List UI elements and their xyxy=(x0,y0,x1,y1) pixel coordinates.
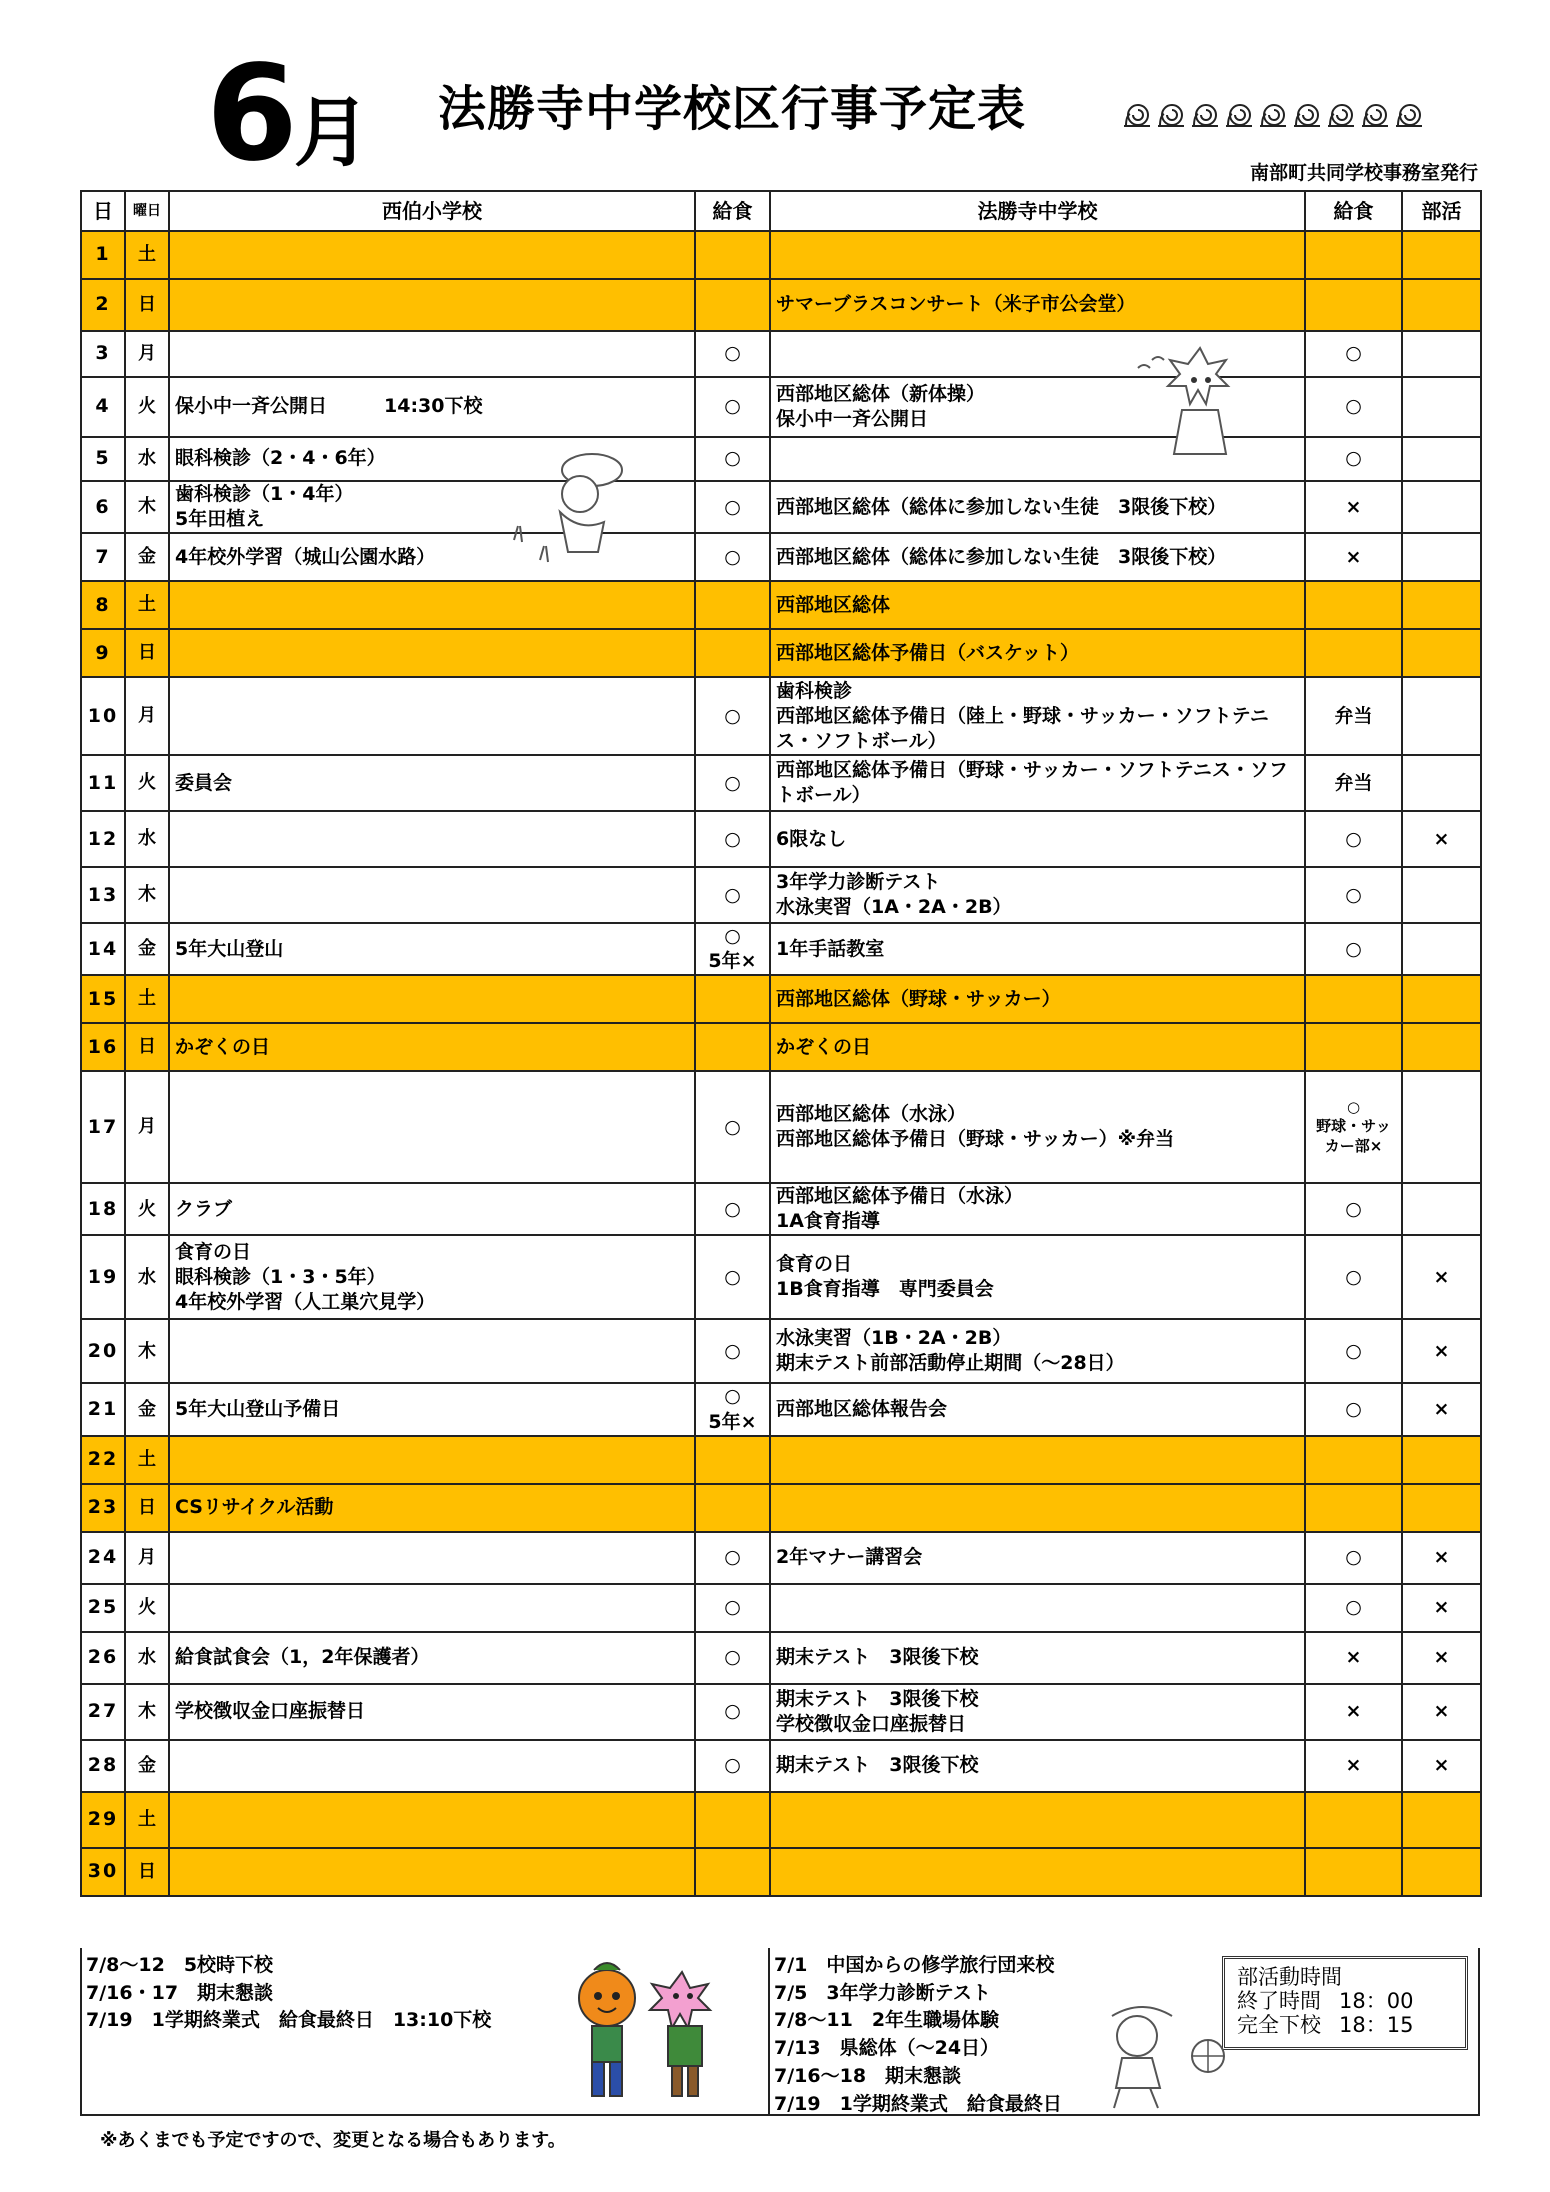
elementary-lunch-cell: ○ xyxy=(695,1532,770,1584)
weekday-cell: 木 xyxy=(125,1319,169,1383)
day-cell: 9 xyxy=(81,629,125,677)
junior-high-lunch-cell: ○ xyxy=(1305,1383,1402,1435)
junior-high-event-cell: かぞくの日 xyxy=(770,1023,1305,1071)
elementary-event-cell xyxy=(169,811,695,867)
elementary-lunch-cell: ○ xyxy=(695,1235,770,1319)
junior-high-event-cell: サマーブラスコンサート（米子市公会堂） xyxy=(770,279,1305,331)
weekday-cell: 木 xyxy=(125,1684,169,1740)
table-row xyxy=(81,923,1481,975)
table-header-row xyxy=(81,191,1481,231)
day-cell: 18 xyxy=(81,1183,125,1235)
elementary-lunch-cell xyxy=(695,231,770,279)
elementary-event-cell: 食育の日 眼科検診（1・3・5年） 4年校外学習（人工巣穴見学） xyxy=(169,1235,695,1319)
club-cell xyxy=(1402,331,1481,377)
elementary-lunch-cell: ○ xyxy=(695,755,770,811)
elementary-lunch-cell: ○ xyxy=(695,1632,770,1684)
junior-high-event-cell: 食育の日 1B食育指導 専門委員会 xyxy=(770,1235,1305,1319)
rice-planting-child-illustration xyxy=(500,442,650,577)
day-cell: 28 xyxy=(81,1740,125,1792)
elementary-lunch-cell: ○ xyxy=(695,377,770,437)
leave-time-value: 18：15 xyxy=(1339,2013,1414,2038)
table-row xyxy=(81,1792,1481,1848)
weekday-cell: 金 xyxy=(125,533,169,581)
note-item: 7/16・17 期末懇談 xyxy=(86,1981,274,2004)
club-cell xyxy=(1402,1792,1481,1848)
junior-high-lunch-cell xyxy=(1305,231,1402,279)
elementary-event-cell: 眼科検診（2・4・6年） xyxy=(169,437,695,481)
day-cell: 25 xyxy=(81,1584,125,1632)
junior-high-event-cell: 西部地区総体予備日（水泳） 1A食育指導 xyxy=(770,1183,1305,1235)
schedule-table xyxy=(80,190,1482,1897)
table-row xyxy=(81,581,1481,629)
junior-high-lunch-cell: ○ xyxy=(1305,1319,1402,1383)
club-cell xyxy=(1402,533,1481,581)
elementary-event-cell xyxy=(169,331,695,377)
weekday-cell: 金 xyxy=(125,923,169,975)
club-cell: × xyxy=(1402,1740,1481,1792)
day-cell: 27 xyxy=(81,1684,125,1740)
table-row xyxy=(81,1023,1481,1071)
col-club: 部活 xyxy=(1402,191,1481,231)
day-cell: 7 xyxy=(81,533,125,581)
flower-mascot-trumpet-illustration xyxy=(1130,340,1270,470)
elementary-event-cell: 歯科検診（1・4年） 5年田植え xyxy=(169,481,695,533)
club-cell: × xyxy=(1402,1584,1481,1632)
junior-high-event-cell xyxy=(770,1792,1305,1848)
junior-high-event-cell: 期末テスト 3限後下校 xyxy=(770,1740,1305,1792)
elementary-lunch-cell: ○ xyxy=(695,1319,770,1383)
note-item: 7/5 3年学力診断テスト xyxy=(774,1981,991,2004)
weekday-cell: 月 xyxy=(125,677,169,755)
elementary-event-cell xyxy=(169,1848,695,1896)
weekday-cell: 水 xyxy=(125,1632,169,1684)
elementary-event-cell xyxy=(169,629,695,677)
club-cell: × xyxy=(1402,1684,1481,1740)
junior-high-event-cell: 西部地区総体予備日（バスケット） xyxy=(770,629,1305,677)
junior-high-lunch-cell: ○ xyxy=(1305,923,1402,975)
junior-high-lunch-cell: ○ 野球・サッ カー部× xyxy=(1305,1071,1402,1183)
col-weekday: 曜日 xyxy=(125,191,169,231)
club-cell xyxy=(1402,581,1481,629)
club-cell xyxy=(1402,279,1481,331)
table-row xyxy=(81,1684,1481,1740)
snail-icon xyxy=(1292,100,1322,130)
note-item: 7/1 中国からの修学旅行団来校 xyxy=(774,1954,1055,1976)
elementary-event-cell xyxy=(169,231,695,279)
weekday-cell: 日 xyxy=(125,1484,169,1532)
table-row xyxy=(81,437,1481,481)
mascot-characters-illustration xyxy=(562,1956,732,2106)
club-cell xyxy=(1402,377,1481,437)
elementary-event-cell: 委員会 xyxy=(169,755,695,811)
club-cell xyxy=(1402,1848,1481,1896)
month-number: 6 xyxy=(206,37,294,191)
snail-icon xyxy=(1190,100,1220,130)
junior-high-lunch-cell: ○ xyxy=(1305,377,1402,437)
junior-high-lunch-cell: ○ xyxy=(1305,1584,1402,1632)
elementary-event-cell xyxy=(169,975,695,1023)
junior-high-lunch-cell: ○ xyxy=(1305,1183,1402,1235)
junior-high-lunch-cell: ○ xyxy=(1305,1532,1402,1584)
weekday-cell: 金 xyxy=(125,1383,169,1435)
snail-decoration xyxy=(1122,100,1424,130)
snail-icon xyxy=(1122,100,1152,130)
table-row xyxy=(81,811,1481,867)
elementary-lunch-cell: ○ xyxy=(695,811,770,867)
club-hours-box xyxy=(1222,1956,1468,2050)
junior-high-lunch-cell xyxy=(1305,629,1402,677)
table-row xyxy=(81,1532,1481,1584)
note-item: 7/19 1学期終業式 給食最終日 xyxy=(774,2092,1062,2115)
elementary-lunch-cell xyxy=(695,279,770,331)
junior-high-event-cell xyxy=(770,1484,1305,1532)
weekday-cell: 火 xyxy=(125,755,169,811)
elementary-lunch-cell: ○ xyxy=(695,1183,770,1235)
elementary-lunch-cell xyxy=(695,1484,770,1532)
elementary-lunch-cell: ○ xyxy=(695,867,770,923)
elementary-lunch-cell: ○ xyxy=(695,437,770,481)
day-cell: 8 xyxy=(81,581,125,629)
elementary-lunch-cell xyxy=(695,1848,770,1896)
table-row xyxy=(81,867,1481,923)
junior-high-lunch-cell: × xyxy=(1305,1632,1402,1684)
table-row xyxy=(81,975,1481,1023)
day-cell: 4 xyxy=(81,377,125,437)
junior-high-event-cell: 3年学力診断テスト 水泳実習（1A・2A・2B） xyxy=(770,867,1305,923)
weekday-cell: 月 xyxy=(125,1071,169,1183)
weekday-cell: 日 xyxy=(125,279,169,331)
col-elementary-lunch: 給食 xyxy=(695,191,770,231)
table-row xyxy=(81,231,1481,279)
day-cell: 26 xyxy=(81,1632,125,1684)
table-row xyxy=(81,481,1481,533)
junior-high-event-cell xyxy=(770,1584,1305,1632)
day-cell: 12 xyxy=(81,811,125,867)
junior-high-lunch-cell: ○ xyxy=(1305,811,1402,867)
junior-high-notes xyxy=(774,1952,1062,2118)
elementary-lunch-cell: ○ 5年× xyxy=(695,923,770,975)
junior-high-lunch-cell xyxy=(1305,279,1402,331)
day-cell: 22 xyxy=(81,1436,125,1484)
elementary-lunch-cell: ○ xyxy=(695,331,770,377)
weekday-cell: 水 xyxy=(125,437,169,481)
elementary-event-cell: 5年大山登山 xyxy=(169,923,695,975)
club-cell xyxy=(1402,1071,1481,1183)
table-row xyxy=(81,677,1481,755)
elementary-notes xyxy=(86,1952,491,2035)
month-heading xyxy=(206,37,366,191)
day-cell: 30 xyxy=(81,1848,125,1896)
table-row xyxy=(81,533,1481,581)
club-cell xyxy=(1402,231,1481,279)
note-item: 7/19 1学期終業式 給食最終日 13:10下校 xyxy=(86,2009,492,2032)
club-cell: × xyxy=(1402,1532,1481,1584)
elementary-event-cell xyxy=(169,1532,695,1584)
club-cell xyxy=(1402,975,1481,1023)
club-cell xyxy=(1402,923,1481,975)
disclaimer: ※あくまでも予定ですので、変更となる場合もあります。 xyxy=(100,2130,566,2151)
col-junior-high: 法勝寺中学校 xyxy=(770,191,1305,231)
day-cell: 17 xyxy=(81,1071,125,1183)
snail-icon xyxy=(1326,100,1356,130)
weekday-cell: 土 xyxy=(125,1792,169,1848)
junior-high-event-cell: 西部地区総体（総体に参加しない生徒 3限後下校） xyxy=(770,533,1305,581)
weekday-cell: 火 xyxy=(125,1584,169,1632)
weekday-cell: 土 xyxy=(125,975,169,1023)
elementary-event-cell xyxy=(169,1436,695,1484)
junior-high-event-cell: 歯科検診 西部地区総体予備日（陸上・野球・サッカー・ソフトテニス・ソフトボール） xyxy=(770,677,1305,755)
junior-high-lunch-cell xyxy=(1305,1848,1402,1896)
table-row xyxy=(81,629,1481,677)
day-cell: 16 xyxy=(81,1023,125,1071)
club-cell: × xyxy=(1402,1632,1481,1684)
elementary-event-cell xyxy=(169,1319,695,1383)
col-elementary: 西伯小学校 xyxy=(169,191,695,231)
junior-high-event-cell: 2年マナー講習会 xyxy=(770,1532,1305,1584)
elementary-event-cell xyxy=(169,1584,695,1632)
table-row xyxy=(81,1584,1481,1632)
page-title: 法勝寺中学校区行事予定表 xyxy=(438,81,1027,137)
junior-high-event-cell: 6限なし xyxy=(770,811,1305,867)
junior-high-event-cell: 1年手話教室 xyxy=(770,923,1305,975)
elementary-event-cell xyxy=(169,581,695,629)
end-time-label: 終了時間 xyxy=(1237,1989,1321,2014)
col-junior-high-lunch: 給食 xyxy=(1305,191,1402,231)
weekday-cell: 土 xyxy=(125,581,169,629)
club-cell xyxy=(1402,437,1481,481)
club-cell: × xyxy=(1402,1235,1481,1319)
elementary-event-cell xyxy=(169,279,695,331)
day-cell: 19 xyxy=(81,1235,125,1319)
junior-high-event-cell xyxy=(770,1848,1305,1896)
elementary-event-cell xyxy=(169,677,695,755)
junior-high-lunch-cell xyxy=(1305,1484,1402,1532)
elementary-event-cell xyxy=(169,1071,695,1183)
note-item: 7/16～18 期末懇談 xyxy=(774,2064,962,2087)
junior-high-event-cell: 西部地区総体（総体に参加しない生徒 3限後下校） xyxy=(770,481,1305,533)
weekday-cell: 火 xyxy=(125,1183,169,1235)
elementary-lunch-cell: ○ xyxy=(695,1684,770,1740)
elementary-event-cell: 給食試食会（1，2年保護者） xyxy=(169,1632,695,1684)
end-time-value: 18：00 xyxy=(1339,1989,1414,2014)
table-row xyxy=(81,1319,1481,1383)
weekday-cell: 木 xyxy=(125,867,169,923)
day-cell: 29 xyxy=(81,1792,125,1848)
elementary-lunch-cell: ○ 5年× xyxy=(695,1383,770,1435)
snail-icon xyxy=(1258,100,1288,130)
weekday-cell: 水 xyxy=(125,1235,169,1319)
junior-high-event-cell: 西部地区総体報告会 xyxy=(770,1383,1305,1435)
junior-high-lunch-cell xyxy=(1305,1792,1402,1848)
day-cell: 13 xyxy=(81,867,125,923)
junior-high-lunch-cell: × xyxy=(1305,1684,1402,1740)
club-cell xyxy=(1402,755,1481,811)
snail-icon xyxy=(1156,100,1186,130)
elementary-lunch-cell: ○ xyxy=(695,481,770,533)
club-cell xyxy=(1402,481,1481,533)
elementary-event-cell: クラブ xyxy=(169,1183,695,1235)
junior-high-lunch-cell: ○ xyxy=(1305,331,1402,377)
elementary-event-cell: 4年校外学習（城山公園水路） xyxy=(169,533,695,581)
elementary-event-cell xyxy=(169,867,695,923)
month-unit: 月 xyxy=(293,88,366,177)
table-row xyxy=(81,1740,1481,1792)
table-row xyxy=(81,1383,1481,1435)
weekday-cell: 土 xyxy=(125,1436,169,1484)
club-cell: × xyxy=(1402,811,1481,867)
club-cell: × xyxy=(1402,1383,1481,1435)
club-cell xyxy=(1402,867,1481,923)
junior-high-event-cell: 西部地区総体（水泳） 西部地区総体予備日（野球・サッカー）※弁当 xyxy=(770,1071,1305,1183)
table-row xyxy=(81,1235,1481,1319)
weekday-cell: 金 xyxy=(125,1740,169,1792)
day-cell: 5 xyxy=(81,437,125,481)
junior-high-lunch-cell: × xyxy=(1305,533,1402,581)
table-row xyxy=(81,377,1481,437)
day-cell: 15 xyxy=(81,975,125,1023)
junior-high-event-cell: 西部地区総体予備日（野球・サッカー・ソフトテニス・ソフトボール） xyxy=(770,755,1305,811)
weekday-cell: 日 xyxy=(125,1848,169,1896)
table-row xyxy=(81,1436,1481,1484)
basketball-player-illustration xyxy=(1092,1996,1232,2114)
note-item: 7/8～11 2年生職場体験 xyxy=(774,2009,1000,2032)
junior-high-lunch-cell: ○ xyxy=(1305,867,1402,923)
elementary-event-cell: 学校徴収金口座振替日 xyxy=(169,1684,695,1740)
footer-notes xyxy=(80,1948,1480,2116)
day-cell: 21 xyxy=(81,1383,125,1435)
col-day: 日 xyxy=(81,191,125,231)
junior-high-lunch-cell xyxy=(1305,975,1402,1023)
elementary-lunch-cell: ○ xyxy=(695,533,770,581)
leave-time-label: 完全下校 xyxy=(1237,2013,1321,2038)
junior-high-lunch-cell: 弁当 xyxy=(1305,755,1402,811)
club-cell xyxy=(1402,677,1481,755)
junior-high-lunch-cell: × xyxy=(1305,1740,1402,1792)
table-row xyxy=(81,1848,1481,1896)
weekday-cell: 月 xyxy=(125,331,169,377)
junior-high-event-cell xyxy=(770,231,1305,279)
day-cell: 20 xyxy=(81,1319,125,1383)
table-row xyxy=(81,1183,1481,1235)
note-item: 7/13 県総体（～24日） xyxy=(774,2037,1000,2060)
club-cell xyxy=(1402,1183,1481,1235)
elementary-lunch-cell: ○ xyxy=(695,677,770,755)
elementary-lunch-cell xyxy=(695,629,770,677)
junior-high-lunch-cell: ○ xyxy=(1305,437,1402,481)
junior-high-event-cell: 西部地区総体（新体操） 保小中一斉公開日 xyxy=(770,377,1305,437)
elementary-event-cell: かぞくの日 xyxy=(169,1023,695,1071)
elementary-lunch-cell xyxy=(695,975,770,1023)
elementary-event-cell: 5年大山登山予備日 xyxy=(169,1383,695,1435)
club-cell xyxy=(1402,1436,1481,1484)
elementary-event-cell xyxy=(169,1740,695,1792)
day-cell: 23 xyxy=(81,1484,125,1532)
weekday-cell: 日 xyxy=(125,1023,169,1071)
elementary-lunch-cell xyxy=(695,1023,770,1071)
elementary-event-cell: CSリサイクル活動 xyxy=(169,1484,695,1532)
day-cell: 3 xyxy=(81,331,125,377)
elementary-event-cell xyxy=(169,1792,695,1848)
elementary-lunch-cell: ○ xyxy=(695,1071,770,1183)
elementary-lunch-cell: ○ xyxy=(695,1584,770,1632)
weekday-cell: 火 xyxy=(125,377,169,437)
table-row xyxy=(81,1484,1481,1532)
junior-high-event-cell: 期末テスト 3限後下校 xyxy=(770,1632,1305,1684)
club-cell: × xyxy=(1402,1319,1481,1383)
day-cell: 1 xyxy=(81,231,125,279)
junior-high-lunch-cell: ○ xyxy=(1305,1235,1402,1319)
day-cell: 6 xyxy=(81,481,125,533)
club-cell xyxy=(1402,1023,1481,1071)
snail-icon xyxy=(1394,100,1424,130)
club-cell xyxy=(1402,629,1481,677)
table-row xyxy=(81,279,1481,331)
day-cell: 2 xyxy=(81,279,125,331)
weekday-cell: 木 xyxy=(125,481,169,533)
footer-divider xyxy=(768,1948,770,2114)
day-cell: 14 xyxy=(81,923,125,975)
elementary-lunch-cell: ○ xyxy=(695,1740,770,1792)
junior-high-lunch-cell xyxy=(1305,1436,1402,1484)
note-item: 7/8～12 5校時下校 xyxy=(86,1954,274,1976)
junior-high-event-cell: 水泳実習（1B・2A・2B） 期末テスト前部活動停止期間（～28日） xyxy=(770,1319,1305,1383)
elementary-event-cell: 保小中一斉公開日 14:30下校 xyxy=(169,377,695,437)
snail-icon xyxy=(1224,100,1254,130)
day-cell: 11 xyxy=(81,755,125,811)
junior-high-lunch-cell: × xyxy=(1305,481,1402,533)
weekday-cell: 土 xyxy=(125,231,169,279)
junior-high-lunch-cell xyxy=(1305,1023,1402,1071)
junior-high-event-cell: 西部地区総体 xyxy=(770,581,1305,629)
junior-high-event-cell xyxy=(770,1436,1305,1484)
table-row xyxy=(81,1071,1481,1183)
elementary-lunch-cell xyxy=(695,581,770,629)
day-cell: 24 xyxy=(81,1532,125,1584)
club-cell xyxy=(1402,1484,1481,1532)
junior-high-event-cell: 期末テスト 3限後下校 学校徴収金口座振替日 xyxy=(770,1684,1305,1740)
table-row xyxy=(81,1632,1481,1684)
junior-high-event-cell: 西部地区総体（野球・サッカー） xyxy=(770,975,1305,1023)
junior-high-lunch-cell: 弁当 xyxy=(1305,677,1402,755)
weekday-cell: 日 xyxy=(125,629,169,677)
weekday-cell: 月 xyxy=(125,1532,169,1584)
elementary-lunch-cell xyxy=(695,1792,770,1848)
day-cell: 10 xyxy=(81,677,125,755)
table-row xyxy=(81,331,1481,377)
weekday-cell: 水 xyxy=(125,811,169,867)
junior-high-lunch-cell xyxy=(1305,581,1402,629)
publisher: 南部町共同学校事務室発行 xyxy=(1249,162,1478,184)
snail-icon xyxy=(1360,100,1390,130)
table-row xyxy=(81,755,1481,811)
elementary-lunch-cell xyxy=(695,1436,770,1484)
club-hours-title: 部活動時間 xyxy=(1237,1965,1342,1989)
